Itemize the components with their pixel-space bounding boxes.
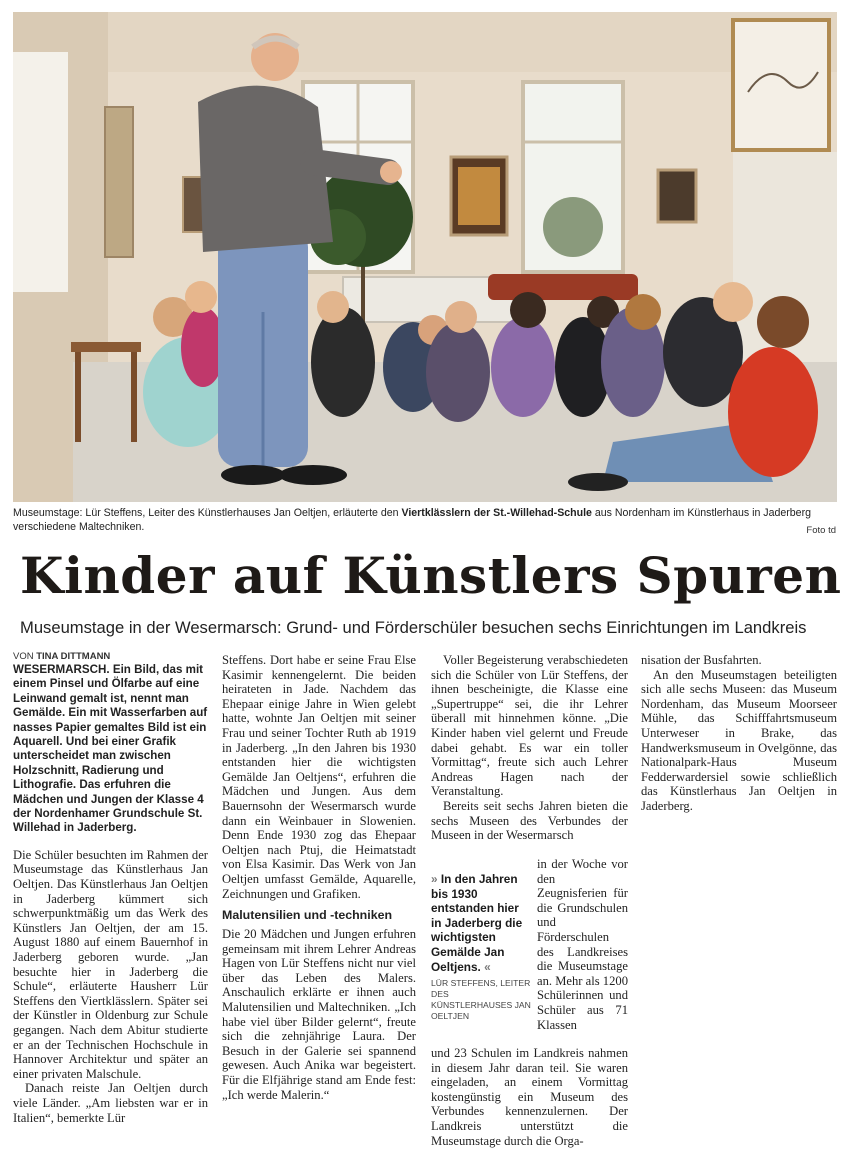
- paragraph: nisation der Busfahrten.: [641, 653, 762, 667]
- photo-caption: [13, 506, 833, 534]
- caption-text-start: Museumstage: Lür Steffens, Leiter des Künstlerhauses Jan Oeltjen, erläuterte den: [13, 507, 402, 519]
- byline: [13, 650, 208, 663]
- column-4: [641, 653, 837, 814]
- lead-paragraph: WESERMARSCH. Ein Bild, das mit einem Pinsel und Ölfarbe auf eine Leinwand gemalt ist, nennt man Gemälde. Ein mit Wasserfarben auf nasses Papier gemaltes Bild ist ein Aquarell. Und bei einer Grafik unterscheidet man zwischen Holzschnitt, Radierung und Lithografie. Das erfuhren die Mädchen und Jungen der Klasse 4 der Nordenhamer Grundschule St. Willehad in Jaderberg.: [13, 663, 208, 835]
- caption-bold: Viertklässlern der St.-Willehad-Schule: [401, 507, 592, 519]
- quote-close-mark: «: [484, 959, 491, 974]
- column-2: [222, 653, 416, 1102]
- pull-quote: [431, 872, 531, 1022]
- caption-text-end: aus Nordenham im Künstlerhaus in Jaderberg verschiedene Maltechniken.: [13, 507, 811, 533]
- paragraph: Bereits seit sechs Jahren bieten die sechs Museen des Verbundes der Museen in der Wesermarsch: [431, 798, 628, 843]
- paragraph: Danach reiste Jan Oeltjen durch viele Länder. „Am liebsten war er in Italien“, bemerkte Lür: [13, 1081, 208, 1125]
- byline-author: TINA DITTMANN: [36, 651, 111, 662]
- paragraph: in der Woche vor den Zeugnisferien für die Grundschulen und Förderschulen des Landkreises die Museumstage an. Mehr als 1200 Schülerinnen und Schüler aus 71 Klassen: [537, 857, 628, 1032]
- paragraph: Die Schüler besuchten im Rahmen der Museumstage das Künstlerhaus Jan Oeltjen. Das Künstlerhaus Jan Oeltjen in Jaderberg kümmert sich schwerpunktmäßig um das Werk des Künstlers Jan Oeltjen, der am 15. August 1880 auf einem Bauernhof in Jaderberg geboren wurde. „Jan besuchte hier in Jaderberg die Schule“, erläuterte Hausherr Lür Steffens den Viertklässlern. Später sei der Künstler in Oldenburg zur Schule gegangen. Nach dem Abitur studierte er an der Technischen Hochschule in Hannover Architektur und später an einer privaten Malschule.: [13, 847, 208, 1081]
- column-3: [431, 653, 628, 843]
- headline: Kinder auf Künstlers Spuren: [20, 546, 842, 605]
- pull-quote-source: LÜR STEFFENS, LEITER DES KÜNSTLERHAUSES JAN OELTJEN: [431, 978, 531, 1022]
- column-1: [13, 650, 208, 1125]
- paragraph: Steffens. Dort habe er seine Frau Else Kasimir kennengelernt. Die beiden heirateten in Jade. Nachdem das Ehepaar einige Jahre in Wien gelebt hatte, wohnte Jan Oeltjen mit seiner Frau und seiner Tochter Ruth ab 1919 in Jaderberg. „In den Jahren bis 1930 entstanden hier die wichtigsten Gemälde Jan Oeltjens“, erfuhren die Mädchen und Jungen. Aus dem Bauernsohn der Wesermarsch wurde dann ein Weinbauer in Slowenien. Denn Ende 1930 zog das Ehepaar Oeltjen nach Ptuj, die Heimatstadt von Elsa Kasimir. Das Werk von Jan Oeltjen umfasst Gemälde, Aquarelle, Zeichnungen und Grafiken.: [222, 653, 416, 901]
- photo-credit: Foto td: [806, 525, 836, 536]
- paragraph: An den Museumstagen beteiligten sich alle sechs Museen: das Museum Nordenham, das Museum Moorseer Mühle, das Schifffahrtsmuseum Unterweser in Brake, das Handwerksmuseum in Ovelgönne, das Nationalpark-Haus Museum Fedderwardersiel sowie schließlich das Künstlerhaus Jan Oeltjen in Jaderberg.: [641, 667, 837, 813]
- section-subheading: Malutensilien und -techniken: [222, 908, 393, 923]
- paragraph: und 23 Schulen im Landkreis nahmen in diesem Jahr daran teil. Sie waren eingeladen, an einem Vormittag kostengünstig ein Museum des Verbundes kennenzulernen. Der Landkreis unterstützt die Museumstage durch die Orga-: [431, 1046, 628, 1148]
- paragraph: Voller Begeisterung verabschiedeten sich die Schüler von Lür Steffens, der ihnen bescheinigte, die Klasse eine „Supertruppe“ sei, die ihr Lehrer überall mit hinnehmen könne. „Die Kinder haben viel gelernt und Freude dabei gehabt. Es war ein toller Vormittag“, freute sich auch Lehrer Andreas Hagen nach der Veranstaltung.: [431, 653, 628, 799]
- classroom-photo: [13, 12, 837, 502]
- article-photo: [13, 12, 837, 502]
- quote-open-mark: »: [431, 872, 438, 886]
- paragraph: Die 20 Mädchen und Jungen erfuhren gemeinsam mit ihrem Lehrer Andreas Hagen von Lür Steffens nicht nur viel über das Leben des Malers. Anschaulich erklärte er ihnen auch Malutensilien und Maltechniken. „Ich habe viel über Bilder gelernt“, freute sich die zehnjährige Laura. Der Besuch in der Galerie sei spannend gewesen. Auch Anika war begeistert. Für die Elfjährige stand am Ende fest: „Ich werde Malerin.“: [222, 927, 416, 1102]
- column-3-bottom: [431, 1046, 628, 1148]
- pull-quote-text: [431, 872, 531, 974]
- quote-body: In den Jahren bis 1930 entstanden hier in Jaderberg die wichtigsten Gemälde Jan Oeltjens.: [431, 872, 523, 974]
- subheadline: Museumstage in der Wesermarsch: Grund- und Förderschüler besuchen sechs Einrichtungen im Landkreis: [20, 618, 807, 637]
- byline-prefix: VON: [13, 651, 34, 662]
- column-3-side: [537, 857, 628, 1032]
